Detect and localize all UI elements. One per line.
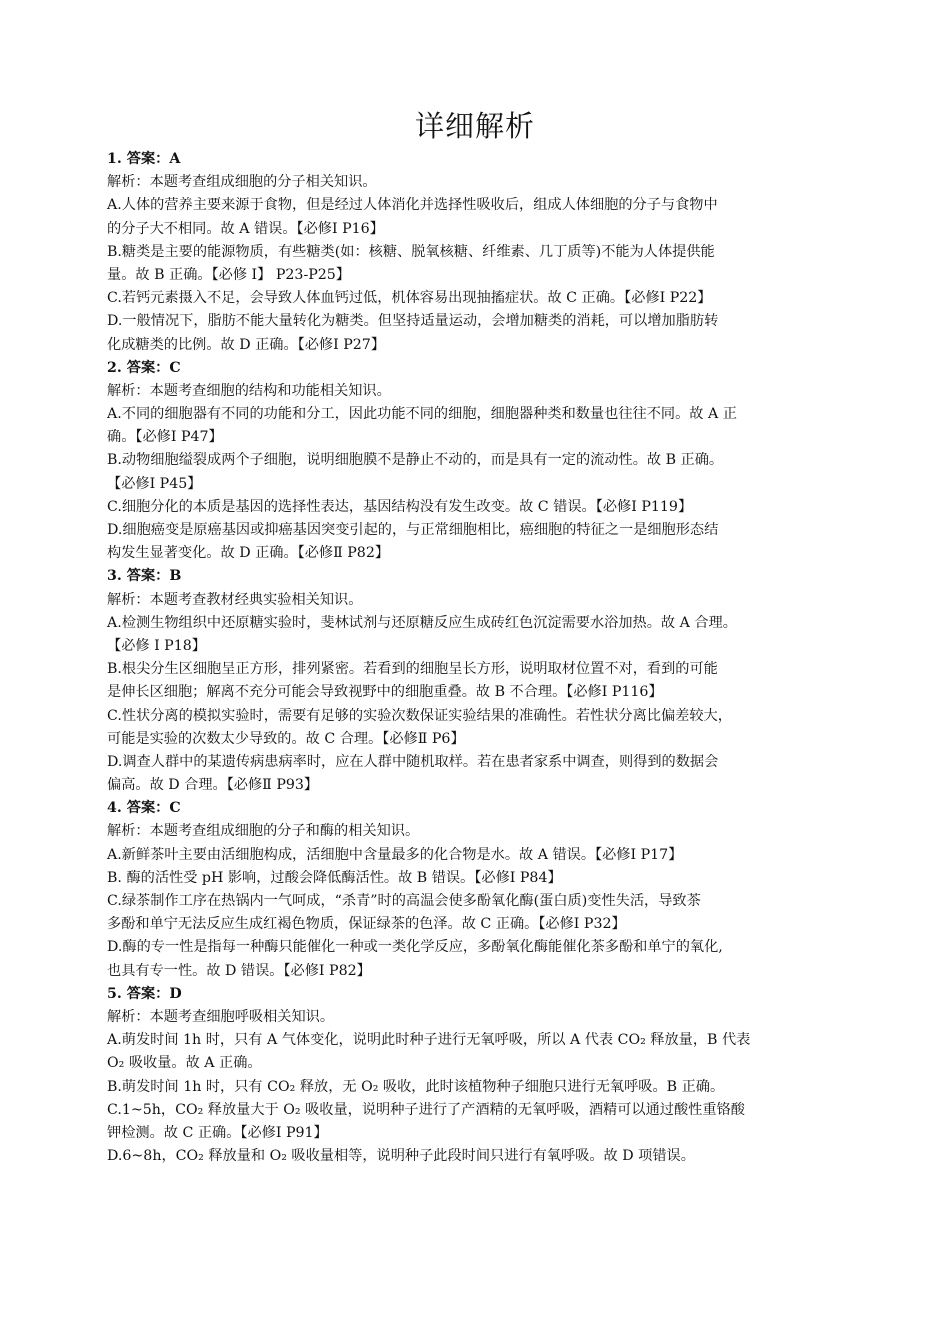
explanation-line: 也具有专一性。故 D 错误。【必修Ⅰ P82】 [107,962,371,979]
explanation-line: 化成糖类的比例。故 D 正确。【必修Ⅰ P27】 [107,336,386,353]
explanation-line: D.酶的专一性是指每一种酶只能催化一种或一类化学反应，多酚氧化酶能催化茶多酚和单宁的氧化, [107,939,723,956]
explanation-intro: 解析：本题考查细胞的结构和功能相关知识。 [107,382,391,399]
explanation-line: 钾检测。故 C 正确。【必修Ⅰ P91】 [107,1124,328,1141]
explanation-intro: 解析：本题考查教材经典实验相关知识。 [107,591,363,608]
explanation-line: D.一般情况下，脂肪不能大量转化为糖类。但坚持适量运动，会增加糖类的消耗，可以增加脂肪转 [107,313,719,330]
explanation-intro: 解析：本题考查组成细胞的分子相关知识。 [107,174,377,191]
explanation-line: A.人体的营养主要来源于食物，但是经过人体消化并选择性吸收后，组成人体细胞的分子与食物中 [107,197,718,214]
page-title: 详细解析 [414,109,535,143]
explanation-intro: 解析：本题考查细胞呼吸相关知识。 [107,1008,335,1025]
explanation-line: 多酚和单宁无法反应生成红褐色物质，保证绿茶的色泽。故 C 正确。【必修Ⅰ P32】 [107,916,626,933]
question-block [107,148,852,357]
explanation-line: A.萌发时间 1h 时，只有 A 气体变化，说明此时种子进行无氧呼吸，所以 A 代表 CO₂ 释放量，B 代表 [107,1032,751,1049]
explanation-line: 的分子大不相同。故 A 错误。【必修Ⅰ P16】 [107,220,384,237]
explanation-line: A.检测生物组织中还原糖实验时，斐林试剂与还原糖反应生成砖红色沉淀需要水浴加热。故 A 合理。 [107,614,737,631]
answer-heading: 5. 答案：D [107,985,182,1002]
question-block [107,357,852,566]
explanation-line: 确。【必修Ⅰ P47】 [107,429,223,446]
answer-heading: 4. 答案：C [107,800,181,817]
explanation-line: D.6~8h，CO₂ 释放量和 O₂ 吸收量相等，说明种子此段时间只进行有氧呼吸。故 D 项错误。 [107,1148,695,1165]
explanation-line: 偏高。故 D 合理。【必修Ⅱ P93】 [107,777,319,794]
answer-heading: 1. 答案：A [107,151,181,167]
explanation-line: B.糖类是主要的能源物质，有些糖类(如：核糖、脱氧核糖、纤维素、几丁质等)不能为人体提供能 [107,243,715,260]
explanation-line: 【必修Ⅰ P45】 [107,475,202,492]
explanation-line: C.若钙元素摄入不足，会导致人体血钙过低，机体容易出现抽搐症状。故 C 正确。【必修Ⅰ P22】 [107,290,712,307]
explanation-line: B.动物细胞缢裂成两个子细胞，说明细胞膜不是静止不动的，而是具有一定的流动性。故 B 正确。 [107,452,724,469]
explanation-line: C.性状分离的模拟实验时，需要有足够的实验次数保证实验结果的准确性。若性状分离比偏差较大， [107,707,732,724]
answer-heading: 3. 答案：B [107,568,182,585]
explanation-line: B.萌发时间 1h 时，只有 CO₂ 释放，无 O₂ 吸收，此时该植物种子细胞只进行无氧呼吸。B 正确。 [107,1078,725,1095]
explanation-intro: 解析：本题考查组成细胞的分子和酶的相关知识。 [107,823,420,840]
explanation-line: 是伸长区细胞；解离不充分可能会导致视野中的细胞重叠。故 B 不合理。【必修Ⅰ P116】 [107,684,663,701]
explanation-line: B.根尖分生区细胞呈正方形，排列紧密。若看到的细胞呈长方形，说明取材位置不对，看到的可能 [107,661,718,678]
question-block [107,565,852,797]
explanation-line: C.绿茶制作工序在热锅内一气呵成，“杀青”时的高温会使多酚氧化酶(蛋白质)变性失活，导致茶 [107,893,701,909]
explanation-line: C.1~5h，CO₂ 释放量大于 O₂ 吸收量，说明种子进行了产酒精的无氧呼吸，酒精可以通过酸性重铬酸 [107,1101,745,1118]
explanation-line: 可能是实验的次数太少导致的。故 C 合理。【必修Ⅱ P6】 [107,730,465,747]
explanation-line: B. 酶的活性受 pH 影响，过酸会降低酶活性。故 B 错误。【必修Ⅰ P84】 [107,869,562,886]
question-block [107,797,852,983]
explanation-line: A.不同的细胞器有不同的功能和分工，因此功能不同的细胞，细胞器种类和数量也往往不同。故 A 正 [107,406,737,423]
explanation-line: A.新鲜茶叶主要由活细胞构成，活细胞中含量最多的化合物是水。故 A 错误。【必修Ⅰ P17】 [107,846,683,863]
explanation-line: 构发生显著变化。故 D 正确。【必修Ⅱ P82】 [107,545,390,562]
explanation-line: 【必修 Ⅰ P18】 [107,637,206,654]
explanation-line: C.细胞分化的本质是基因的选择性表达，基因结构没有发生改变。故 C 错误。【必修Ⅰ P119】 [107,498,693,515]
question-block [107,983,852,1169]
answer-heading: 2. 答案：C [107,359,181,376]
explanation-line: O₂ 吸收量。故 A 正确。 [107,1055,262,1072]
explanation-line: 量。故 B 正确。【必修 Ⅰ】 P23-P25】 [107,266,351,283]
explanation-line: D.细胞癌变是原癌基因或抑癌基因突变引起的，与正常细胞相比，癌细胞的特征之一是细胞形态结 [107,522,719,538]
explanation-line: D.调查人群中的某遗传病患病率时，应在人群中随机取样。若在患者家系中调查，则得到的数据会 [107,753,719,770]
answer-explanations [107,148,852,1168]
